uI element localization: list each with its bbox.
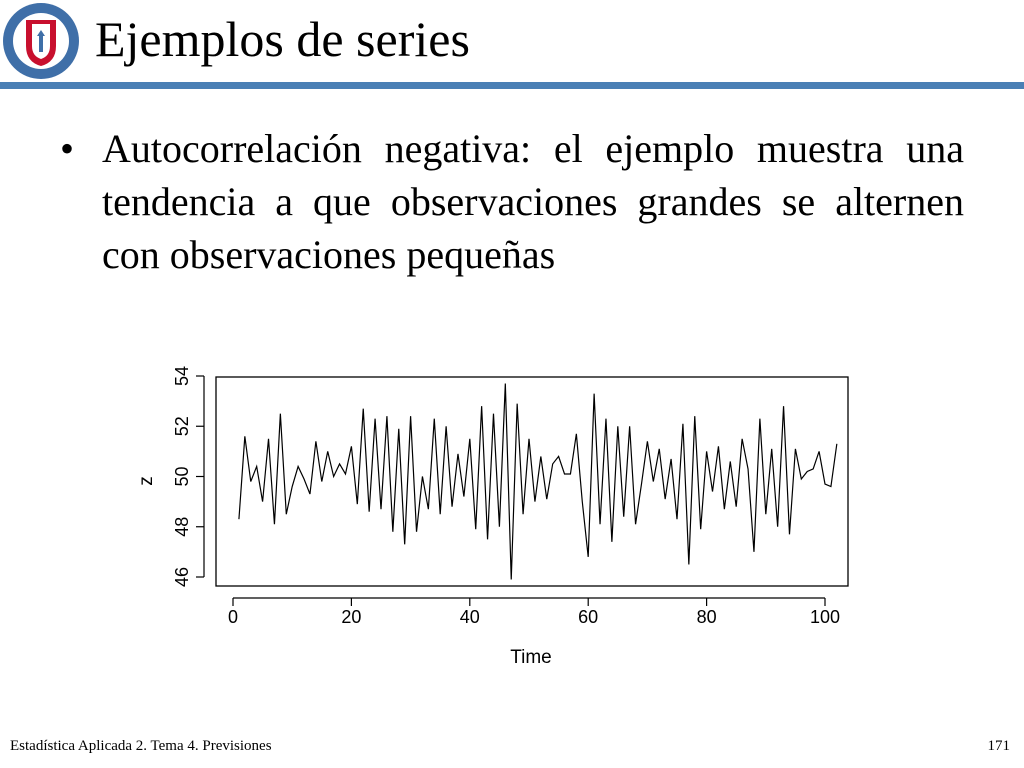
time-series-chart — [120, 350, 880, 685]
y-tick-label: 46 — [172, 566, 192, 588]
page-number: 171 — [987, 738, 1010, 754]
y-axis-label: z — [136, 476, 157, 486]
footer-course: Estadística Aplicada 2. Tema 4. Previsiones — [10, 738, 272, 754]
y-tick-label: 52 — [172, 416, 192, 437]
y-tick-label: 50 — [172, 466, 192, 487]
x-tick-label: 0 — [227, 607, 239, 627]
x-tick-label: 80 — [696, 607, 717, 627]
x-tick-label: 60 — [578, 607, 599, 627]
x-tick-label: 20 — [341, 607, 362, 627]
y-tick-label: 48 — [172, 516, 192, 537]
university-seal-icon — [2, 2, 80, 80]
slide-title: Ejemplos de series — [95, 11, 470, 67]
series-line — [239, 384, 837, 580]
x-tick-label: 40 — [459, 607, 480, 627]
title-divider — [0, 82, 1024, 89]
bullet-text: Autocorrelación negativa: el ejemplo muestra una tendencia a que observaciones grandes se alternen con observaciones pequeñas — [102, 126, 964, 277]
x-axis-label: Time — [510, 647, 552, 668]
university-logo — [2, 2, 80, 80]
y-tick-label: 54 — [172, 365, 192, 387]
x-tick-label: 100 — [809, 607, 841, 627]
bullet-marker: • — [60, 126, 75, 171]
